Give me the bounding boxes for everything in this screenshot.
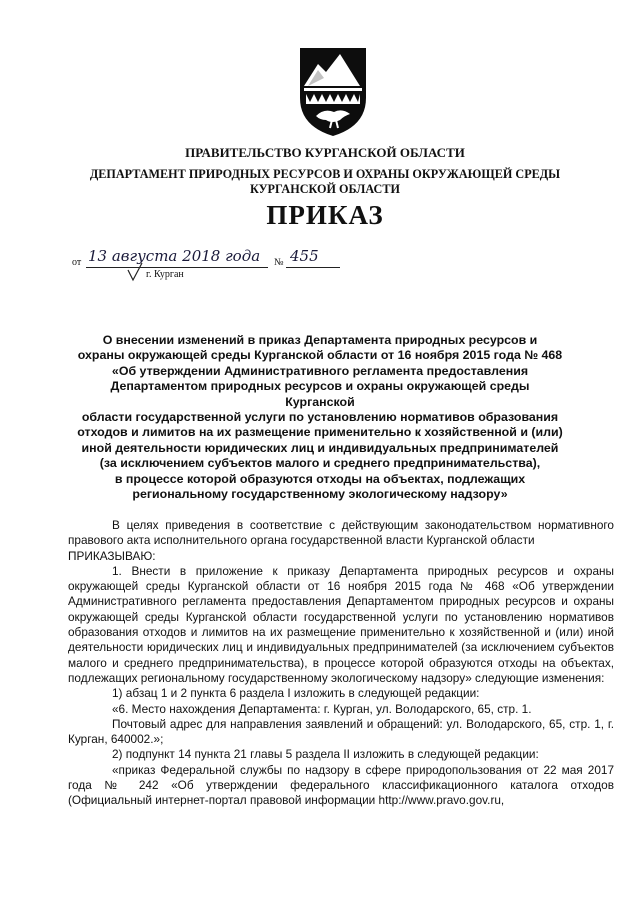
handwritten-date: 13 августа 2018 года (88, 247, 261, 265)
command-word: ПРИКАЗЫВАЮ: (68, 548, 156, 563)
city-name: г. Курган (146, 269, 184, 280)
document-type-title: ПРИКАЗ (266, 200, 384, 230)
subitem-1-quote-a: «6. Место нахождения Департамента: г. Курган, ул. Володарского, 65, стр. 1. (112, 701, 532, 716)
subject-line: О внесении изменений в приказ Департамента природных ресурсов и (102, 333, 538, 347)
subject-line: области государственной услуги по установлению нормативов образования (81, 410, 559, 425)
number-field (286, 249, 340, 268)
subject-line: отходов и лимитов на их размещение применительно к хозяйственной и (или) (77, 425, 563, 440)
subject-line: в процессе которой образуются отходы на объектах, подлежащих (114, 471, 526, 486)
subitem-2-paragraph: 2) подпункт 14 пункта 21 главы 5 раздела II изложить в следующей редакции: (112, 747, 539, 762)
subject-line: Департаментом природных ресурсов и охраны окружающей среды Курганской (110, 379, 530, 409)
department-name-line2: КУРГАНСКОЙ ОБЛАСТИ (250, 182, 400, 196)
subitem-2-quote: «приказ Федеральной службы по надзору в сфере природопользования от 22 мая 2017 года № 242 «Об утверждении федерального классификационного каталога отходов (Официальный интернет-портал правовой информации http://www.pravo.gov.ru, (68, 762, 614, 808)
subject-line: «Об утверждении Административного регламента предоставления (111, 363, 529, 378)
number-label: № (274, 257, 284, 268)
department-name-line1: ДЕПАРТАМЕНТ ПРИРОДНЫХ РЕСУРСОВ И ОХРАНЫ ОКРУЖАЮЩЕЙ СРЕДЫ (89, 167, 561, 181)
subitem-1-paragraph: 1) абзац 1 и 2 пункта 6 раздела I изложить в следующей редакции: (112, 686, 480, 701)
handwritten-number: 455 (290, 247, 319, 265)
date-from-label: от (72, 257, 82, 268)
preamble-paragraph: В целях приведения в соответствие с действующим законодательством нормативного правового акта исполнительного органа государственной власти Курганской области (68, 518, 614, 548)
date-field (86, 249, 268, 268)
coat-of-arms-icon (296, 46, 370, 138)
department-name (60, 167, 590, 197)
subitem-1-quote-b: Почтовый адрес для направления заявлений и обращений: ул. Володарского, 65, стр. 1, г. Курган, 640002.»; (68, 716, 614, 747)
order-body (68, 518, 614, 809)
order-subject (76, 333, 564, 502)
item-1-paragraph: 1. Внести в приложение к приказу Департамента природных ресурсов и охраны окружающей среды Курганской области от 16 ноября 2015 года № 468 «Об утверждении Административного регламента предоставления Департаментом природных ресурсов и охраны окружающей среды Курганской области государственной услуги по установлению нормативов образования отходов и лимитов на их размещение применительно к хозяйственной и (или) иной деятельности юридических лиц и индивидуальных предпринимателей (за исключением субъектов малого и среднего предпринимательства), в процессе которой образуются отходы на объектах, подлежащих региональному государственному экологическому надзору» следующие изменения: (68, 563, 614, 685)
government-name: ПРАВИТЕЛЬСТВО КУРГАНСКОЙ ОБЛАСТИ (185, 145, 465, 160)
subject-line: (за исключением субъектов малого и среднего предпринимательства), (99, 456, 541, 471)
subject-line: иной деятельности юридических лиц и индивидуальных предпринимателей (81, 440, 559, 455)
subject-line: региональному государственному экологическому надзору» (132, 487, 508, 502)
subject-line: охраны окружающей среды Курганской области от 16 ноября 2015 года № 468 (77, 348, 563, 363)
check-mark-icon (126, 262, 144, 282)
